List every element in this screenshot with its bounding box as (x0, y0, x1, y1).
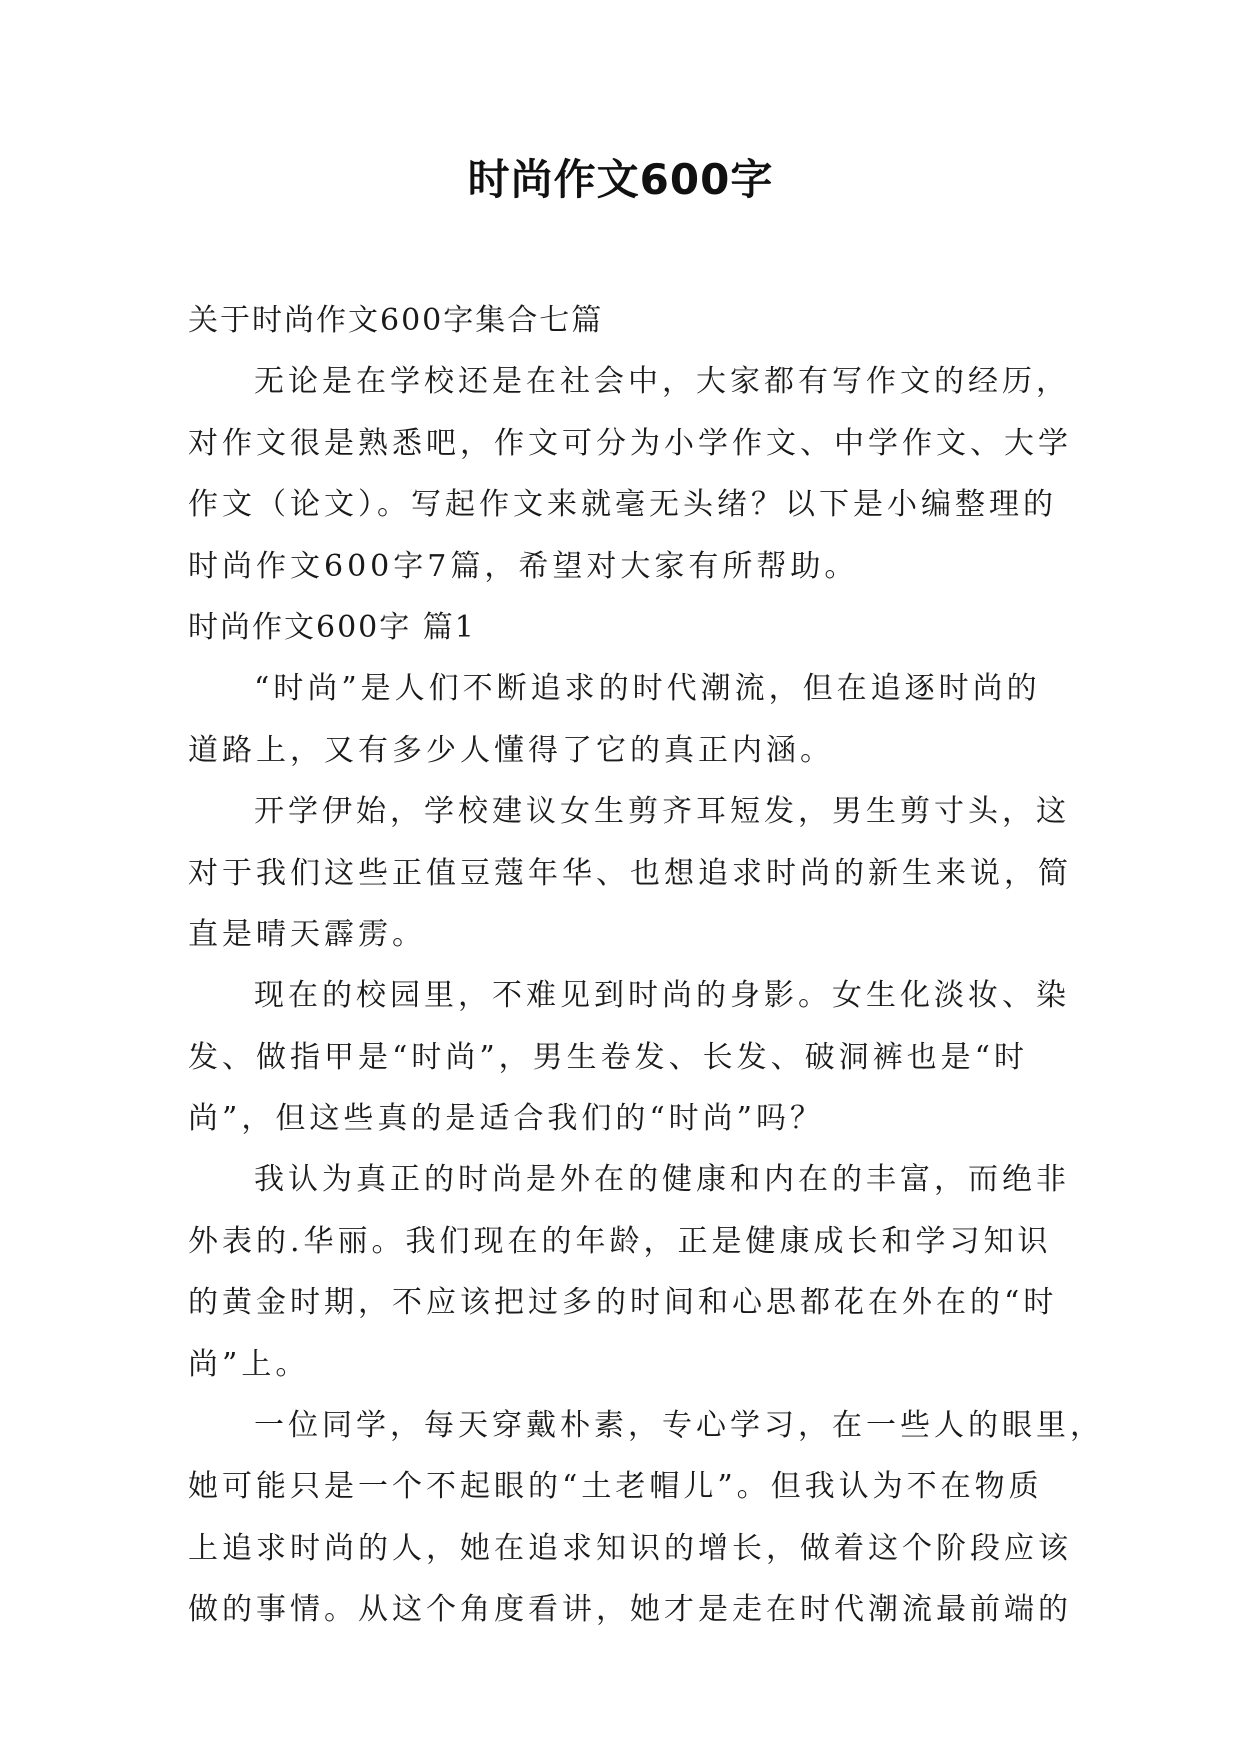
paragraph-line: 我认为真正的时尚是外在的健康和内在的丰富，而绝非 (254, 1162, 1070, 1198)
section-heading: 关于时尚作文600字集合七篇 (188, 303, 604, 338)
paragraph-line: 道路上，又有多少人懂得了它的真正内涵。 (188, 732, 834, 768)
paragraph-line: 时尚作文600字7篇，希望对大家有所帮助。 (188, 548, 859, 584)
document-title: 时尚作文600字 (467, 155, 774, 204)
paragraph-line: 尚”，但这些真的是适合我们的“时尚”吗？ (188, 1101, 825, 1137)
paragraph-line: 做的事情。从这个角度看讲，她才是走在时代潮流最前端的 (188, 1592, 1072, 1628)
paragraph-line: 对于我们这些正值豆蔻年华、也想追求时尚的新生来说，简 (188, 855, 1072, 891)
paragraph-line: 她可能只是一个不起眼的“土老帽儿”。但我认为不在物质 (188, 1469, 1043, 1505)
paragraph-line: 尚”上。 (188, 1346, 310, 1382)
section-heading: 时尚作文600字 篇1 (188, 609, 476, 645)
paragraph-line: 对作文很是熟悉吧，作文可分为小学作文、中学作文、大学 (188, 425, 1072, 461)
paragraph-line: 作文（论文）。写起作文来就毫无头绪？以下是小编整理的 (188, 487, 1057, 523)
paragraph-line: 上追求时尚的人，她在追求知识的增长，做着这个阶段应该 (188, 1530, 1072, 1566)
paragraph-line: 现在的校园里，不难见到时尚的身影。女生化淡妆、染 (254, 978, 1070, 1014)
paragraph-line: “时尚”是人们不断追求的时代潮流，但在追逐时尚的 (254, 671, 1041, 707)
paragraph-line: 一位同学，每天穿戴朴素，专心学习，在一些人的眼里， (254, 1408, 1104, 1444)
paragraph-line: 开学伊始，学校建议女生剪齐耳短发，男生剪寸头，这 (254, 794, 1070, 830)
paragraph-line: 无论是在学校还是在社会中，大家都有写作文的经历， (254, 364, 1070, 400)
paragraph-line: 的黄金时期，不应该把过多的时间和心思都花在外在的“时 (188, 1285, 1058, 1321)
paragraph-line: 外表的.华丽。我们现在的年龄，正是健康成长和学习知识 (188, 1223, 1052, 1259)
document-body (188, 290, 1104, 1641)
paragraph-line: 发、做指甲是“时尚”，男生卷发、长发、破洞裤也是“时 (188, 1039, 1029, 1075)
paragraph-line: 直是晴天霹雳。 (188, 916, 426, 952)
